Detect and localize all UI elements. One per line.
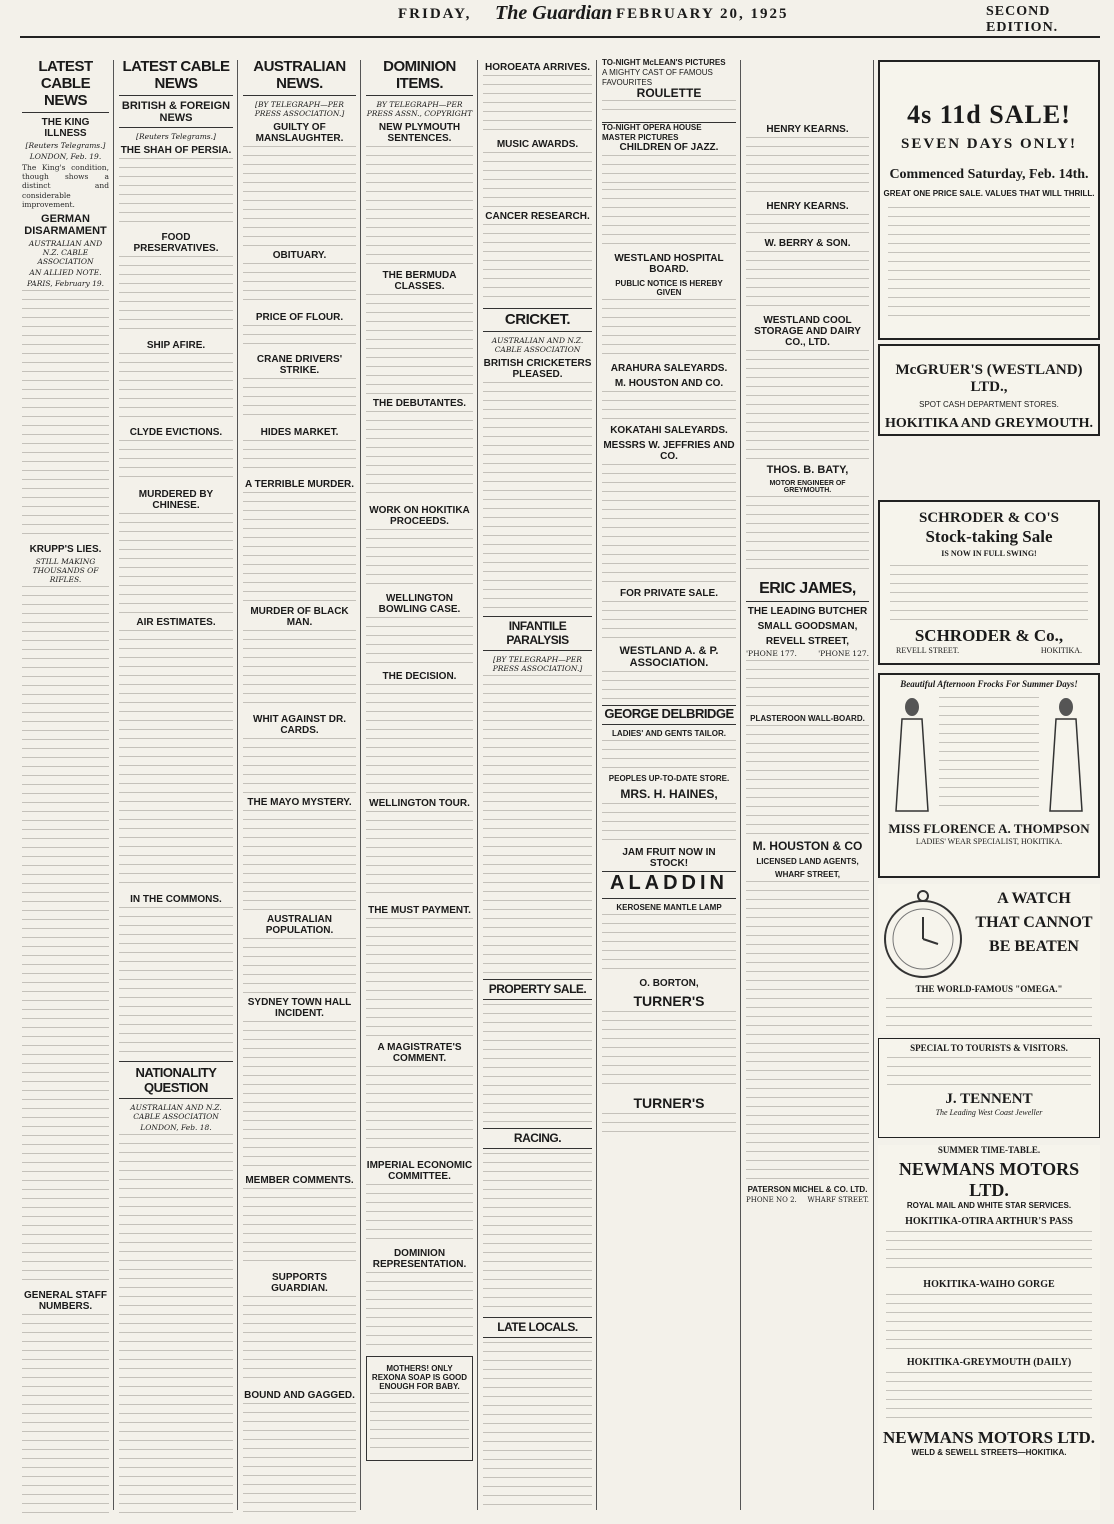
classified-subtitle: REVELL STREET, (765, 636, 850, 647)
route-body (886, 1372, 1092, 1422)
classified-body (746, 214, 869, 234)
classified-title: M. HOUSTON & CO (752, 839, 863, 853)
article-body (366, 294, 473, 394)
story-title: GENERAL STAFF NUMBERS. (24, 1290, 107, 1313)
sale-commenced: Commenced Saturday, Feb. 14th. (889, 167, 1089, 182)
classified-body (602, 189, 736, 249)
article-body (366, 1066, 473, 1156)
article-body (366, 918, 473, 1038)
classified-body (602, 1011, 736, 1091)
classified-body (746, 725, 869, 835)
masthead-edition: SECOND EDITION. (986, 4, 1059, 35)
story-title: CLYDE EVICTIONS. (129, 427, 223, 438)
route-heading: HOKITIKA-GREYMOUTH (DAILY) (906, 1357, 1072, 1368)
classified-body (746, 251, 869, 311)
newmans-advert (878, 1145, 1100, 1510)
article-body (243, 440, 356, 475)
story-title: MURDER OF BLACK MAN. (250, 606, 349, 628)
story-source: AUSTRALIAN AND N.Z. CABLE ASSOCIATION (130, 1103, 222, 1121)
article-body (366, 1272, 473, 1352)
story-title: THE BERMUDA CLASSES. (382, 270, 457, 292)
story-title: AIR ESTIMATES. (136, 617, 216, 628)
article-body (119, 907, 233, 1057)
thompson-subtitle: LADIES' WEAR SPECIALIST, HOKITIKA. (915, 837, 1063, 846)
stocktaking-title: Stock-taking Sale (925, 527, 1053, 546)
story-title: GERMAN DISARMAMENT (24, 213, 107, 238)
classified-body (746, 660, 869, 710)
classified-body (602, 671, 736, 701)
story-source: AUSTRALIAN AND N.Z. CABLE ASSOCIATION (491, 336, 584, 354)
story-title: SHIP AFIRE. (146, 340, 206, 351)
story-title: WORK ON HOKITIKA PROCEEDS. (369, 505, 470, 527)
article-body (366, 684, 473, 794)
theatre-body (602, 155, 736, 185)
column-5 (479, 58, 596, 1513)
column-divider (596, 60, 597, 1510)
article-body (22, 586, 109, 1286)
story-title: IN THE COMMONS. (130, 894, 222, 905)
article-body (119, 1134, 233, 1513)
classified-title: MRS. H. HAINES, (620, 787, 718, 801)
article-body (366, 411, 473, 501)
mcgruer-subtitle: SPOT CASH DEPARTMENT STORES. (919, 400, 1059, 409)
stocktaking-subtitle: IS NOW IN FULL SWING! (941, 549, 1037, 558)
classified-title: HENRY KEARNS. (766, 201, 849, 212)
article-body (243, 1188, 356, 1268)
article-body (119, 256, 233, 336)
story-title: KRUPP'S LIES. (29, 544, 102, 556)
masthead-day: FRIDAY, (398, 6, 472, 22)
article-body (243, 492, 356, 602)
watch-line-2: THAT CANNOT (975, 914, 1093, 931)
story-title: CRANE DRIVERS' STRIKE. (256, 354, 343, 376)
article-body (243, 378, 356, 423)
classified-title: PEOPLES UP-TO-DATE STORE. (608, 774, 730, 783)
classified-title: TURNER'S (633, 1095, 705, 1111)
story-title: THE MAYO MYSTERY. (247, 797, 352, 808)
column-2 (115, 58, 237, 1513)
frocks-title: Beautiful Afternoon Frocks For Summer Days! (900, 679, 1078, 689)
tennent-name: J. TENNENT (945, 1091, 1033, 1107)
article-body (366, 1184, 473, 1244)
address: WHARF STREET. (807, 1196, 869, 1204)
story-title: MUSIC AWARDS. (496, 139, 579, 150)
classified-body (602, 464, 736, 584)
article-body (119, 513, 233, 613)
classified-body (602, 391, 736, 421)
classified-title: W. BERRY & SON. (764, 238, 851, 249)
schroder-town: HOKITIKA. (1040, 646, 1082, 655)
column-6 (598, 58, 740, 1513)
story-title: WELLINGTON BOWLING CASE. (378, 593, 461, 615)
advert-body (890, 565, 1088, 620)
omega-brand: THE WORLD-FAMOUS "OMEGA." (915, 984, 1063, 994)
column-heading: LATEST CABLE NEWS (22, 58, 109, 113)
story-title: BOUND AND GAGGED. (244, 1390, 355, 1401)
section-heading: RACING. (483, 1128, 592, 1149)
story-title: GUILTY OF MANSLAUGHTER. (255, 122, 344, 144)
theatre-title: TO-NIGHT McLEAN'S PICTURES (602, 58, 726, 67)
classified-title: WESTLAND COOL STORAGE AND DAIRY CO., LTD. (754, 315, 861, 348)
article-body (243, 938, 356, 993)
classified-title: WESTLAND HOSPITAL BOARD. (614, 253, 724, 275)
story-title: SUPPORTS GUARDIAN. (271, 1272, 328, 1294)
section-heading: LATE LOCALS. (483, 1317, 592, 1338)
classified-subtitle: KEROSENE MANTLE LAMP (616, 903, 722, 912)
sale-tagline: GREAT ONE PRICE SALE. VALUES THAT WILL THRILL. (883, 189, 1095, 198)
column-heading: DOMINION ITEMS. (366, 58, 473, 96)
route-heading: HOKITIKA-WAIHO GORGE (923, 1279, 1055, 1290)
story-title: THE KING ILLNESS (41, 117, 90, 139)
article-body (243, 630, 356, 710)
column-subheading: BRITISH & FOREIGN NEWS (119, 100, 233, 128)
thompson-advert (878, 673, 1100, 878)
advert-body (370, 1393, 469, 1453)
theatre-line: A MIGHTY CAST OF FAMOUS FAVOURITES (602, 68, 713, 87)
classified-body (602, 299, 736, 359)
column-heading: AUSTRALIAN NEWS. (243, 58, 356, 96)
article-body (483, 675, 592, 975)
omega-top (878, 884, 1100, 984)
newmans-footer: NEWMANS MOTORS LTD. (882, 1428, 1096, 1447)
watch-line-3: BE BEATEN (989, 938, 1079, 955)
section-heading: NATIONALITY QUESTION (119, 1061, 233, 1099)
classified-subtitle: THE LEADING BUTCHER (747, 606, 868, 617)
mcgruer-location: HOKITIKA AND GREYMOUTH. (884, 416, 1094, 431)
classified-body (746, 496, 869, 576)
story-source: BY TELEGRAPH—PER PRESS ASSN., COPYRIGHT (366, 100, 473, 118)
story-title: THE SHAH OF PERSIA. (120, 145, 232, 156)
sale-price: 4s 11d SALE! (907, 100, 1071, 129)
tennent-subtitle: The Leading West Coast Jeweller (935, 1108, 1043, 1117)
advert-body (888, 207, 1090, 317)
column-divider (477, 60, 478, 1510)
theatre-show: CHILDREN OF JAZZ. (619, 142, 719, 153)
story-title: THE DECISION. (382, 671, 457, 682)
article-body (243, 263, 356, 308)
route-body (886, 1231, 1092, 1276)
story-title: CANCER RESEARCH. (485, 211, 590, 222)
route-body (886, 1294, 1092, 1354)
advert-body (886, 998, 1092, 1028)
classified-body (602, 1113, 736, 1133)
article-body (483, 1153, 592, 1313)
classified-title: JAM FRUIT NOW IN STOCK! (622, 847, 716, 869)
story-title: THE MUST PAYMENT. (368, 905, 471, 916)
story-source: AUSTRALIAN AND N.Z. CABLE ASSOCIATION (28, 239, 103, 267)
tennent-advert (878, 1038, 1100, 1138)
tourists-heading: SPECIAL TO TOURISTS & VISITORS. (910, 1043, 1068, 1053)
column-divider (237, 60, 238, 1510)
section-heading: CRICKET. (483, 308, 592, 332)
story-title: MURDERED BY CHINESE. (138, 489, 214, 511)
classified-subtitle: LICENSED LAND AGENTS, (756, 857, 859, 866)
masthead (0, 0, 1114, 46)
article-body (243, 325, 356, 350)
story-title: AUSTRALIAN POPULATION. (265, 914, 334, 936)
classified-title: FOR PRIVATE SALE. (620, 588, 718, 599)
classified-title: KOKATAHI SALEYARDS. (610, 425, 728, 436)
dress-figure-icon (888, 695, 936, 815)
omega-advert (878, 884, 1100, 1034)
soap-advert (366, 1356, 473, 1461)
article-body (243, 1296, 356, 1386)
classified-subtitle: MOTOR ENGINEER OF GREYMOUTH. (769, 480, 846, 494)
column-divider (113, 60, 114, 1510)
article-body (22, 290, 109, 540)
newmans-address: WELD & SEWELL STREETS—HOKITIKA. (911, 1448, 1067, 1457)
newmans-services: ROYAL MAIL AND WHITE STAR SERVICES. (906, 1201, 1072, 1210)
phone-number: PHONE NO 2. (746, 1196, 797, 1204)
section-heading: PROPERTY SALE. (483, 979, 592, 1000)
sale-days: SEVEN DAYS ONLY! (901, 136, 1077, 152)
column-6b (742, 120, 873, 1510)
article-body (483, 224, 592, 304)
classified-title: ERIC JAMES, (746, 580, 869, 602)
advert-body (939, 697, 1039, 807)
column-heading: LATEST CABLE NEWS (119, 58, 233, 96)
story-source: [Reuters Telegrams.] (25, 141, 106, 150)
classified-title: O. BORTON, (639, 978, 699, 989)
dress-figure-icon (1042, 695, 1090, 815)
schroder-street: REVELL STREET. (896, 646, 960, 655)
theatre-show: ROULETTE (636, 86, 702, 100)
article-body (119, 353, 233, 423)
article-body (483, 382, 592, 612)
story-title: OBITUARY. (272, 250, 327, 261)
masthead-date: FEBRUARY 20, 1925 (616, 6, 789, 22)
schroder-footer: SCHRODER & Co., (914, 626, 1064, 645)
story-dateline: LONDON, Feb. 18. (140, 1123, 212, 1132)
frocks-illustration (888, 695, 1090, 815)
mcgruer-name: McGRUER'S (WESTLAND) LTD., (895, 362, 1083, 395)
column-1 (18, 58, 113, 1513)
story-source: [BY TELEGRAPH—PER PRESS ASSOCIATION.] (254, 100, 345, 118)
story-title: FOOD PRESERVATIVES. (133, 232, 219, 254)
story-title: WELLINGTON TOUR. (369, 798, 470, 809)
column-4 (362, 58, 477, 1513)
story-title: PRICE OF FLOUR. (255, 312, 344, 323)
article-body (483, 75, 592, 135)
column-divider (873, 60, 874, 1510)
article-body (243, 1403, 356, 1513)
watch-line-1: A WATCH (997, 890, 1071, 907)
story-title: A TERRIBLE MURDER. (244, 479, 355, 490)
story-title: SYDNEY TOWN HALL INCIDENT. (247, 997, 352, 1019)
phone-row (746, 649, 869, 658)
classified-body (746, 137, 869, 197)
article-body (366, 146, 473, 266)
story-source: [BY TELEGRAPH—PER PRESS ASSOCIATION.] (492, 655, 583, 673)
phone-number: 'PHONE 177. (746, 649, 797, 658)
schroder-advert (878, 500, 1100, 665)
story-source: [Reuters Telegrams.] (136, 132, 216, 141)
classified-title: ARAHURA SALEYARDS. (610, 363, 728, 374)
classified-title: TURNER'S (633, 993, 705, 1009)
classified-body (602, 803, 736, 843)
timetable-title: SUMMER TIME-TABLE. (937, 1145, 1041, 1155)
theatre-listings (602, 58, 736, 185)
story-title: HIDES MARKET. (260, 427, 339, 438)
mcgruer-advert (878, 344, 1100, 436)
article-body (366, 811, 473, 901)
classified-title: PLASTEROON WALL-BOARD. (750, 714, 865, 723)
classified-body (602, 914, 736, 974)
masthead-title: The Guardian (495, 2, 613, 24)
phone-number: 'PHONE 127. (818, 649, 869, 658)
sale-advert (878, 60, 1100, 340)
classified-body (746, 350, 869, 460)
column-divider (360, 60, 361, 1510)
story-title: A MAGISTRATE'S COMMENT. (377, 1042, 462, 1064)
section-heading: INFANTILE PARALYSIS (483, 616, 592, 651)
classified-title: WESTLAND A. & P. ASSOCIATION. (619, 645, 719, 669)
newmans-name: NEWMANS MOTORS LTD. (898, 1159, 1080, 1200)
article-body (243, 146, 356, 246)
article-body (22, 1314, 109, 1513)
story-subtitle: AN ALLIED NOTE. (29, 268, 102, 278)
route-heading: HOKITIKA-OTIRA ARTHUR'S PASS (905, 1216, 1073, 1227)
story-text: The King's condition, though shows a distinct and considerable improvement. (22, 163, 109, 209)
article-body (366, 529, 473, 589)
column-divider (740, 60, 741, 1510)
classified-body (602, 601, 736, 641)
classified-title: HENRY KEARNS. (766, 124, 849, 135)
story-title: NEW PLYMOUTH SENTENCES. (378, 122, 461, 144)
story-title: HOROEATA ARRIVES. (484, 62, 590, 73)
theatre-title: TO-NIGHT OPERA HOUSE MASTER PICTURES (602, 122, 736, 143)
article-body (119, 630, 233, 890)
story-dateline: PARIS, February 19. (26, 279, 105, 289)
article-body (119, 158, 233, 228)
omega-heading (968, 884, 1100, 984)
classified-title: THOS. B. BATY, (766, 464, 849, 476)
story-title: THE DEBUTANTES. (372, 398, 467, 409)
classified-subtitle: LADIES' AND GENTS TAILOR. (612, 729, 726, 738)
thompson-name: MISS FLORENCE A. THOMPSON (888, 821, 1090, 836)
schroder-name: SCHRODER & CO'S (918, 510, 1060, 526)
classified-title: M. HOUSTON AND CO. (614, 378, 724, 389)
article-body (243, 1021, 356, 1171)
story-subtitle: STILL MAKING THOUSANDS OF RIFLES. (32, 557, 99, 585)
phone-row (746, 1196, 869, 1204)
article-body (243, 738, 356, 793)
classified-body (746, 881, 869, 1181)
advert-body (887, 1057, 1091, 1087)
masthead-rule (20, 36, 1100, 38)
story-title: IMPERIAL ECONOMIC COMMITTEE. (366, 1160, 473, 1182)
schroder-address-row (880, 646, 1098, 655)
story-title: WHIT AGAINST DR. CARDS. (253, 714, 346, 736)
article-body (119, 440, 233, 485)
classified-title: ALADDIN (602, 871, 736, 899)
story-title: BRITISH CRICKETERS PLEASED. (483, 358, 592, 380)
story-title: DOMINION REPRESENTATION. (372, 1248, 467, 1270)
classified-subtitle: WHARF STREET, (775, 870, 840, 879)
article-body (483, 1004, 592, 1124)
classified-title: GEORGE DELBRIDGE (602, 705, 736, 725)
classified-subtitle: SMALL GOODSMAN, (757, 621, 858, 632)
classified-title: PUBLIC NOTICE IS HEREBY GIVEN (615, 279, 723, 297)
classified-body (602, 740, 736, 770)
article-body (366, 617, 473, 667)
article-body (483, 152, 592, 207)
story-title: MEMBER COMMENTS. (245, 1175, 354, 1186)
theatre-body (602, 100, 736, 118)
article-body (243, 810, 356, 910)
article-body (483, 1342, 592, 1513)
classified-title: PATERSON MICHEL & CO. LTD. (747, 1185, 868, 1194)
column-3 (239, 58, 360, 1513)
soap-advert-text: MOTHERS! ONLY REXONA SOAP IS GOOD ENOUGH FOR BABY. (371, 1364, 468, 1391)
pocket-watch-icon (878, 884, 968, 984)
classified-title: MESSRS W. JEFFRIES AND CO. (603, 440, 735, 462)
story-dateline: LONDON, Feb. 19. (29, 152, 102, 161)
